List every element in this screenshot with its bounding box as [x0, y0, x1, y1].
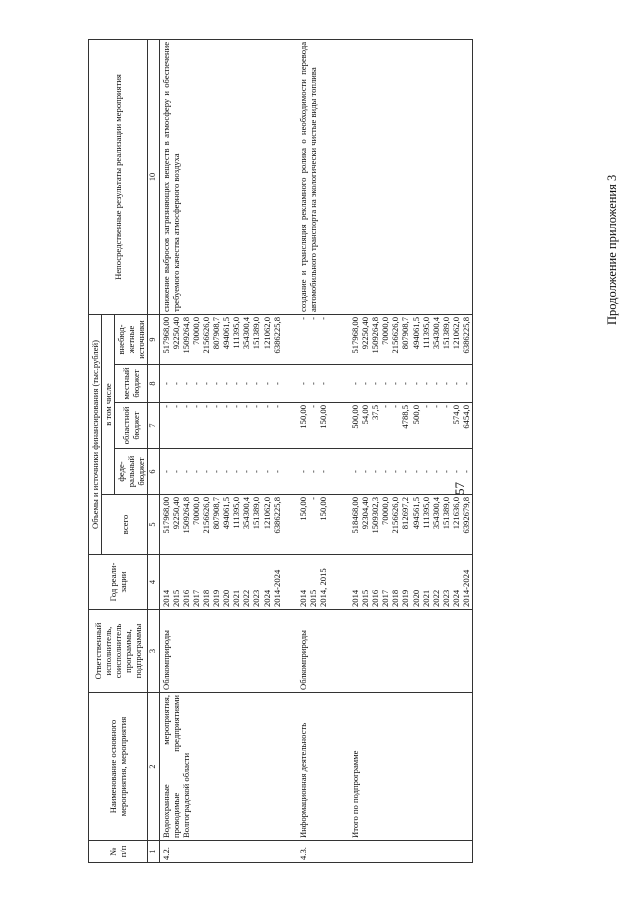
cell-value: -: [211, 470, 222, 473]
cell-value: 70000,0: [380, 497, 391, 525]
cell-value: 121636,0: [450, 497, 461, 530]
cell-value: -: [261, 405, 272, 408]
cell-value: 121062,0: [450, 316, 461, 350]
cell-value: -: [160, 405, 171, 408]
cell-value: -: [390, 405, 401, 408]
cell-value: 2014-2024: [461, 569, 471, 607]
cell-value: 2014: [297, 589, 308, 607]
federal-list: [349, 449, 473, 495]
header-measure-name: Наименование основного мероприятия, мероприятия: [89, 693, 148, 841]
cell-value: 151389,0: [251, 497, 262, 530]
cell-value: -: [461, 470, 471, 473]
extrabudget-list: [349, 314, 473, 364]
cell-value: -: [241, 382, 252, 385]
cell-value: 2021: [420, 589, 431, 607]
cell-value: 111395,0: [231, 497, 242, 529]
cell-value: -: [297, 470, 308, 473]
column-number: 4: [148, 555, 159, 610]
cell-value: -: [380, 470, 391, 473]
cell-value: 2017: [380, 589, 391, 607]
column-number: 3: [148, 610, 159, 693]
cell-value: -: [190, 470, 201, 473]
extrabudget-list: [297, 314, 329, 364]
cell-value: -: [200, 382, 211, 385]
cell-value: 1509302,3: [370, 497, 381, 534]
cell-value: 518468,00: [349, 497, 360, 534]
cell-value: 2016: [370, 589, 381, 607]
cell-value: -: [211, 405, 222, 408]
cell-value: 807908,7: [400, 316, 411, 350]
regional-list: [159, 403, 283, 449]
cell-value: 151389,0: [440, 497, 451, 530]
table-body: [159, 39, 473, 862]
cell-value: -: [200, 470, 211, 473]
cell-value: -: [430, 470, 441, 473]
cell-value: 2023: [251, 589, 262, 607]
cell-value: 4788,5: [400, 405, 411, 429]
cell-value: -: [261, 470, 272, 473]
result-text: снижение выбросов загрязняющих веществ в атмосферу и обеспечение требуемого качества атмосферного воздуха: [159, 39, 283, 314]
cell-value: 111395,0: [420, 316, 431, 349]
cell-value: -: [317, 470, 328, 473]
spacer-row: [329, 39, 349, 862]
cell-value: 150,00: [297, 497, 308, 521]
spacer-cell: [329, 610, 349, 693]
cell-value: -: [271, 470, 282, 473]
cell-value: -: [380, 405, 391, 408]
years-list: [297, 555, 329, 610]
cell-value: 70000,0: [190, 316, 201, 345]
cell-value: 2014, 2015: [317, 568, 328, 607]
cell-value: -: [297, 382, 308, 385]
cell-value: -: [430, 382, 441, 385]
cell-value: -: [430, 405, 441, 408]
row-number: 4.3.: [297, 841, 329, 863]
cell-value: 2016: [180, 589, 191, 607]
cell-value: 2156626,0: [390, 316, 401, 354]
spacer-cell: [329, 403, 349, 449]
cell-value: -: [231, 405, 242, 408]
cell-value: -: [160, 470, 171, 473]
header-local: местный бюджет: [115, 365, 148, 403]
cell-value: 500,0: [410, 405, 421, 425]
total-list: [349, 495, 473, 555]
cell-value: 807908,7: [211, 316, 222, 350]
spacer-cell: [329, 314, 349, 364]
spacer-cell: [283, 365, 297, 403]
cell-value: 2021: [231, 589, 242, 607]
measure-name: Информационная деятельность: [297, 693, 329, 841]
cell-value: 354300,4: [241, 316, 252, 350]
spacer-cell: [283, 403, 297, 449]
cell-value: 1509264,8: [180, 316, 191, 354]
cell-value: -: [400, 382, 411, 385]
cell-value: 6386225,8: [271, 497, 282, 534]
cell-value: -: [307, 497, 318, 500]
row-number: [349, 841, 473, 863]
measure-name: Водоохранные мероприятия, проводимые предприятиями Волгоградской области: [159, 693, 283, 841]
cell-value: -: [261, 382, 272, 385]
cell-value: 121062,0: [261, 497, 272, 530]
cell-value: -: [241, 405, 252, 408]
cell-value: -: [271, 382, 282, 385]
cell-value: -: [221, 382, 232, 385]
column-number: 10: [148, 39, 159, 314]
column-number: 8: [148, 365, 159, 403]
cell-value: 2022: [241, 589, 252, 607]
column-number: 2: [148, 693, 159, 841]
table-row: [297, 39, 329, 862]
cell-value: -: [241, 470, 252, 473]
cell-value: 517968,00: [349, 316, 360, 354]
cell-value: -: [390, 470, 401, 473]
spacer-cell: [283, 610, 297, 693]
cell-value: 354300,4: [430, 497, 441, 530]
cell-value: 2156626,0: [390, 497, 401, 534]
cell-value: -: [450, 382, 461, 385]
column-number: 9: [148, 314, 159, 364]
cell-value: 1509264,8: [180, 497, 191, 534]
cell-value: 150,00: [317, 497, 328, 521]
cell-value: -: [440, 405, 451, 408]
spacer-cell: [283, 449, 297, 495]
cell-value: 517968,00: [160, 316, 171, 354]
cell-value: -: [317, 382, 328, 385]
cell-value: 70000,0: [380, 316, 391, 345]
measure-name: Итого по подпрограмме: [349, 693, 473, 841]
cell-value: -: [400, 470, 411, 473]
cell-value: 2014: [349, 589, 360, 607]
cell-value: 2018: [390, 589, 401, 607]
cell-value: -: [170, 470, 181, 473]
cell-value: 500,00: [349, 405, 360, 429]
cell-value: 494061,5: [221, 497, 232, 530]
cell-value: 574,0: [450, 405, 461, 425]
header-year: Год реали- зации: [89, 555, 148, 610]
header-total: всего: [102, 495, 148, 555]
result-text: [349, 39, 473, 314]
cell-value: 2023: [440, 589, 451, 607]
cell-value: -: [251, 470, 262, 473]
cell-value: 354300,4: [241, 497, 252, 530]
cell-value: 2020: [410, 589, 421, 607]
cell-value: 2024: [450, 589, 461, 607]
spacer-cell: [329, 693, 349, 841]
local-list: [349, 365, 473, 403]
spacer-cell: [283, 39, 297, 314]
cell-value: 92250,40: [170, 316, 181, 350]
federal-list: [159, 449, 283, 495]
cell-value: 6392679,8: [461, 497, 471, 534]
header-federal: феде- ральный бюджет: [115, 449, 148, 495]
cell-value: -: [180, 470, 191, 473]
cell-value: 6454,0: [461, 405, 471, 429]
header-extrabudget: внебюд- жетные источники: [115, 314, 148, 364]
cell-value: 54,00: [360, 405, 371, 425]
cell-value: 2018: [200, 589, 211, 607]
cell-value: 2015: [307, 589, 318, 607]
spacer-cell: [329, 39, 349, 314]
cell-value: 92304,40: [360, 497, 371, 530]
cell-value: 6386225,8: [271, 316, 282, 354]
cell-value: -: [271, 405, 282, 408]
cell-value: 2015: [360, 589, 371, 607]
spacer-cell: [329, 449, 349, 495]
cell-value: 2156626,0: [200, 316, 211, 354]
cell-value: 2014: [160, 589, 171, 607]
cell-value: 2014-2024: [271, 569, 282, 607]
cell-value: -: [360, 382, 371, 385]
local-list: [159, 365, 283, 403]
cell-value: 807908,7: [211, 497, 222, 530]
cell-value: -: [297, 316, 308, 320]
cell-value: -: [200, 405, 211, 408]
funding-table: [88, 39, 473, 863]
cell-value: 1509264,8: [370, 316, 381, 354]
header-including: в том числе: [102, 314, 115, 494]
cell-value: -: [317, 316, 328, 320]
cell-value: 2024: [261, 589, 272, 607]
cell-value: -: [390, 382, 401, 385]
spacer-cell: [283, 693, 297, 841]
cell-value: 494061,5: [410, 316, 421, 350]
cell-value: 150,00: [317, 405, 328, 429]
local-list: [297, 365, 329, 403]
cell-value: -: [450, 470, 461, 473]
cell-value: 2019: [211, 589, 222, 607]
annex-title: Продолжение приложения 3: [605, 174, 619, 325]
cell-value: -: [307, 470, 318, 473]
cell-value: 2017: [190, 589, 201, 607]
total-list: [159, 495, 283, 555]
cell-value: -: [307, 405, 318, 408]
row-number: 4.2.: [159, 841, 283, 863]
years-list: [159, 555, 283, 610]
cell-value: -: [251, 382, 262, 385]
cell-value: -: [251, 405, 262, 408]
cell-value: -: [307, 382, 318, 385]
cell-value: -: [370, 470, 381, 473]
cell-value: -: [221, 405, 232, 408]
header-regional: областной бюджет: [115, 403, 148, 449]
cell-value: 354300,4: [430, 316, 441, 350]
cell-value: -: [190, 405, 201, 408]
cell-value: 70000,0: [190, 497, 201, 525]
cell-value: -: [360, 470, 371, 473]
cell-value: -: [349, 382, 360, 385]
cell-value: -: [180, 405, 191, 408]
cell-value: -: [231, 470, 242, 473]
cell-value: -: [440, 382, 451, 385]
cell-value: -: [180, 382, 191, 385]
column-number: 1: [148, 841, 159, 863]
regional-list: [297, 403, 329, 449]
header-executor: Ответственный исполнитель, соисполнитель программы, подпрограммы: [89, 610, 148, 693]
federal-list: [297, 449, 329, 495]
header-number: № п/п: [89, 841, 148, 863]
cell-value: -: [211, 382, 222, 385]
cell-value: 151389,0: [251, 316, 262, 350]
page-number: 57: [452, 482, 467, 495]
cell-value: 494061,5: [221, 316, 232, 350]
spacer-cell: [283, 314, 297, 364]
header-results: Непосредственные результаты реализации мероприятия: [89, 39, 148, 314]
column-number: 7: [148, 403, 159, 449]
cell-value: -: [170, 405, 181, 408]
cell-value: 2015: [170, 589, 181, 607]
executor: Облкомприроды: [159, 610, 283, 693]
spacer-cell: [283, 495, 297, 555]
years-list: [349, 555, 473, 610]
header-funding-group: Объемы и источники финансирования (тыс.рублей): [89, 314, 102, 554]
cell-value: 812697,2: [400, 497, 411, 530]
cell-value: -: [370, 382, 381, 385]
cell-value: 2022: [430, 589, 441, 607]
cell-value: -: [221, 470, 232, 473]
cell-value: 150,00: [297, 405, 308, 429]
spacer-cell: [283, 841, 297, 863]
table-row: [349, 39, 473, 862]
spacer-cell: [329, 495, 349, 555]
cell-value: 517968,00: [160, 497, 171, 534]
cell-value: 151389,0: [440, 316, 451, 350]
cell-value: -: [461, 382, 471, 385]
executor: Облкомприроды: [297, 610, 329, 693]
cell-value: 92250,40: [360, 316, 371, 350]
executor: [349, 610, 473, 693]
regional-list: [349, 403, 473, 449]
cell-value: 494561,5: [410, 497, 421, 530]
cell-value: -: [307, 316, 318, 320]
cell-value: 121062,0: [261, 316, 272, 350]
cell-value: -: [231, 382, 242, 385]
cell-value: -: [420, 470, 431, 473]
spacer-cell: [329, 841, 349, 863]
cell-value: 6386225,8: [461, 316, 471, 354]
cell-value: -: [420, 382, 431, 385]
total-list: [297, 495, 329, 555]
cell-value: 111395,0: [231, 316, 242, 349]
cell-value: -: [160, 382, 171, 385]
cell-value: -: [349, 470, 360, 473]
cell-value: 37,5: [370, 405, 381, 421]
cell-value: 111395,0: [420, 497, 431, 529]
spacer-cell: [283, 555, 297, 610]
spacer-row: [283, 39, 297, 862]
cell-value: -: [410, 470, 421, 473]
cell-value: 92250,40: [170, 497, 181, 530]
cell-value: -: [420, 405, 431, 408]
cell-value: 2156626,0: [200, 497, 211, 534]
result-text: создание и трансляция рекламного ролика о необходимости перевода автомобильного транспорта на экологически чистые виды топлива: [297, 39, 329, 314]
cell-value: -: [170, 382, 181, 385]
cell-value: 2019: [400, 589, 411, 607]
spacer-cell: [329, 365, 349, 403]
column-number: 6: [148, 449, 159, 495]
column-number: 5: [148, 495, 159, 555]
cell-value: -: [190, 382, 201, 385]
cell-value: -: [440, 470, 451, 473]
cell-value: 2020: [221, 589, 232, 607]
cell-value: -: [410, 382, 421, 385]
table-row: [159, 39, 283, 862]
spacer-cell: [329, 555, 349, 610]
cell-value: -: [380, 382, 391, 385]
extrabudget-list: [159, 314, 283, 364]
column-number-row: [148, 39, 159, 862]
